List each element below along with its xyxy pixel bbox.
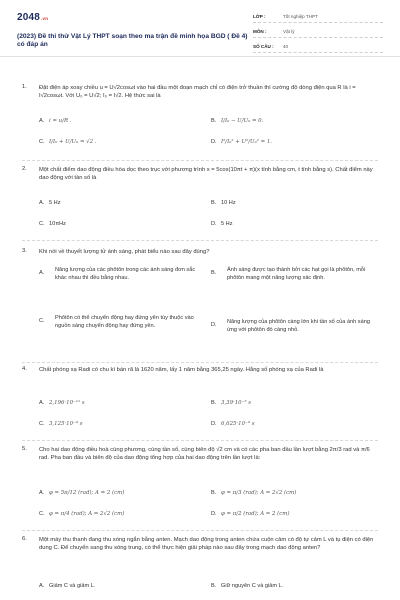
option-label: B. bbox=[211, 200, 217, 206]
option-a[interactable] bbox=[39, 583, 95, 591]
option-text: Giảm C và giảm L. bbox=[49, 583, 96, 589]
option-text: i = u/R . bbox=[49, 118, 72, 124]
option-a[interactable] bbox=[39, 200, 61, 208]
exam-meta bbox=[253, 10, 383, 55]
meta-row-count bbox=[253, 40, 383, 53]
option-d[interactable] bbox=[211, 139, 272, 147]
question-text: Đặt điện áp xoay chiều u = U√2cosωt vào hai đầu một đoạn mạch chỉ có điện trở thuần thì cường độ dòng điện qua R là i = I√2cosωt. Với U₀ = U√2; I₀ = I√2. Hệ thức sai là bbox=[39, 85, 356, 100]
meta-value: 40 bbox=[283, 43, 289, 49]
exam-title: (2023) Đề thi thử Vật Lý THPT soạn theo ma trận đề minh họa BGD ( Đề 4) có đáp án bbox=[17, 33, 248, 49]
question-text: Khi nói về thuyết lượng tử ánh sáng, phát biểu nào sau đây đúng? bbox=[39, 249, 210, 255]
option-text: I/I₀ − U/U₀ = 0. bbox=[221, 118, 264, 124]
option-c[interactable] bbox=[39, 511, 124, 519]
question-text: Một máy thu thanh đang thu sóng ngắn bằng anten. Mạch dao động trong anten chứa cuộn cảm có độ tự cảm L và tụ điện có điện dung C. Để chuyển sang thu sóng trung, có thể thực hiện giải pháp nào sau đây trong mạch dao động anten? bbox=[39, 537, 374, 552]
option-b[interactable] bbox=[211, 118, 263, 126]
option-label: A. bbox=[39, 400, 45, 406]
question-2 bbox=[22, 166, 380, 236]
option-label: D. bbox=[211, 511, 217, 517]
option-text: φ = π/4 (rad); A = 2√2 (cm) bbox=[49, 511, 125, 517]
option-label: A. bbox=[39, 583, 45, 589]
question-number: 2. bbox=[22, 166, 27, 172]
option-text: 10 Hz bbox=[221, 200, 236, 206]
meta-value: Tốt nghiệp THPT bbox=[283, 13, 318, 19]
option-text: 5 Hz bbox=[49, 200, 61, 206]
option-text: 6,625·10⁻⁹ s bbox=[221, 421, 255, 427]
meta-label: MÔN : bbox=[253, 28, 267, 34]
option-c[interactable] bbox=[39, 314, 199, 331]
question-5 bbox=[22, 446, 380, 531]
option-b[interactable] bbox=[211, 490, 296, 498]
brand-suffix: .vn bbox=[41, 16, 49, 21]
option-a[interactable] bbox=[39, 400, 85, 408]
option-label: C. bbox=[39, 221, 45, 227]
option-label: C. bbox=[39, 139, 45, 145]
option-c[interactable] bbox=[39, 421, 83, 429]
option-text: 5 Hz bbox=[221, 221, 233, 227]
question-divider bbox=[22, 240, 378, 241]
option-text: 3,39·10⁻⁵ s bbox=[221, 400, 252, 406]
option-d[interactable] bbox=[211, 511, 290, 519]
meta-row-subject bbox=[253, 25, 383, 38]
page-header bbox=[0, 0, 400, 57]
option-text: I²/I₀² + U²/U₀² = 1. bbox=[221, 139, 272, 145]
meta-value: Vật lý bbox=[283, 28, 295, 34]
option-label: B. bbox=[211, 118, 217, 124]
option-label: C. bbox=[39, 511, 45, 517]
question-3 bbox=[22, 248, 380, 358]
option-label: A. bbox=[39, 270, 45, 277]
option-text: 2,196·10⁻¹¹ s bbox=[49, 400, 85, 406]
question-divider bbox=[22, 362, 378, 363]
option-label: B. bbox=[211, 583, 217, 589]
option-b[interactable] bbox=[211, 200, 236, 208]
option-label: D. bbox=[211, 322, 217, 329]
option-text: Phôtôn có thể chuyển động hay đứng yên tùy thuộc vào nguồn sáng chuyển động hay đứng yên. bbox=[55, 315, 194, 330]
option-text: 3,125·10⁻⁹ s bbox=[49, 421, 83, 427]
meta-label: SỐ CÂU : bbox=[253, 43, 274, 49]
option-label: C. bbox=[39, 421, 45, 427]
option-c[interactable] bbox=[39, 139, 96, 147]
question-text: Chất phóng xạ Radi có chu kì bán rã là 1620 năm, lấy 1 năm bằng 365,25 ngày. Hằng số phóng xạ của Radi là bbox=[39, 367, 324, 373]
question-number: 4. bbox=[22, 366, 27, 372]
option-label: A. bbox=[39, 118, 45, 124]
question-4 bbox=[22, 366, 380, 436]
option-label: A. bbox=[39, 490, 45, 496]
option-label: D. bbox=[211, 421, 217, 427]
option-b[interactable] bbox=[211, 400, 251, 408]
question-divider bbox=[22, 440, 378, 441]
question-divider bbox=[22, 530, 378, 531]
option-label: B. bbox=[211, 400, 217, 406]
question-number: 3. bbox=[22, 248, 27, 254]
option-text: I/I₀ + U/U₀ = √2 . bbox=[49, 139, 97, 145]
question-1 bbox=[22, 84, 380, 164]
option-d[interactable] bbox=[211, 421, 255, 429]
option-a[interactable] bbox=[39, 118, 71, 126]
option-c[interactable] bbox=[39, 221, 66, 229]
question-number: 6. bbox=[22, 536, 27, 542]
option-label: B. bbox=[211, 490, 217, 496]
question-text: Cho hai dao động điều hoà cùng phương, cùng tần số, cùng biên độ √2 cm và có các pha ban đầu lần lượt bằng 2π/3 rad và π/6 rad. Pha ban đầu và biên độ của dao động tổng hợp của hai dao động trên lần lượt là: bbox=[39, 447, 370, 462]
option-a[interactable] bbox=[39, 490, 124, 498]
site-logo[interactable] bbox=[17, 11, 48, 25]
option-text: φ = π/3 (rad); A = 2√2 (cm) bbox=[221, 490, 297, 496]
option-text: Giữ nguyên C và giảm L. bbox=[221, 583, 284, 589]
question-text: Một chất điểm dao động điều hòa dọc theo trục với phương trình x = 5cos(10πt + π)(x tính bằng cm, t tính bằng s). Chất điểm này dao động với tần số là bbox=[39, 167, 373, 182]
option-b[interactable] bbox=[211, 583, 283, 591]
brand-name: 2048 bbox=[17, 12, 41, 23]
option-d[interactable] bbox=[211, 318, 379, 335]
option-text: φ = π/2 (rad); A = 2 (cm) bbox=[221, 511, 290, 517]
option-text: φ = 5π/12 (rad); A = 2 (cm) bbox=[49, 490, 125, 496]
option-label: C. bbox=[39, 318, 45, 325]
question-number: 1. bbox=[22, 84, 27, 90]
option-text: 10πHz bbox=[49, 221, 66, 227]
option-a[interactable] bbox=[39, 266, 199, 283]
option-b[interactable] bbox=[211, 266, 379, 283]
question-number: 5. bbox=[22, 446, 27, 452]
option-label: D. bbox=[211, 221, 217, 227]
option-d[interactable] bbox=[211, 221, 233, 229]
question-6 bbox=[22, 536, 380, 598]
option-text: Ánh sáng được tạo thành bởi các hạt gọi là phôtôn, mỗi phôtôn mang một năng lượng xác định. bbox=[227, 267, 366, 282]
option-label: B. bbox=[211, 270, 217, 277]
option-text: Năng lượng của phôtôn càng lớn khi tần số của ánh sáng ứng với phôtôn đó càng nhỏ. bbox=[227, 319, 370, 334]
meta-row-class bbox=[253, 10, 383, 23]
meta-label: LỚP : bbox=[253, 13, 266, 19]
option-label: D. bbox=[211, 139, 217, 145]
option-text: Năng lượng của các phôtôn trong các ánh sáng đơn sắc khác nhau thì đều bằng nhau. bbox=[55, 267, 196, 282]
question-divider bbox=[22, 160, 378, 161]
option-label: A. bbox=[39, 200, 45, 206]
